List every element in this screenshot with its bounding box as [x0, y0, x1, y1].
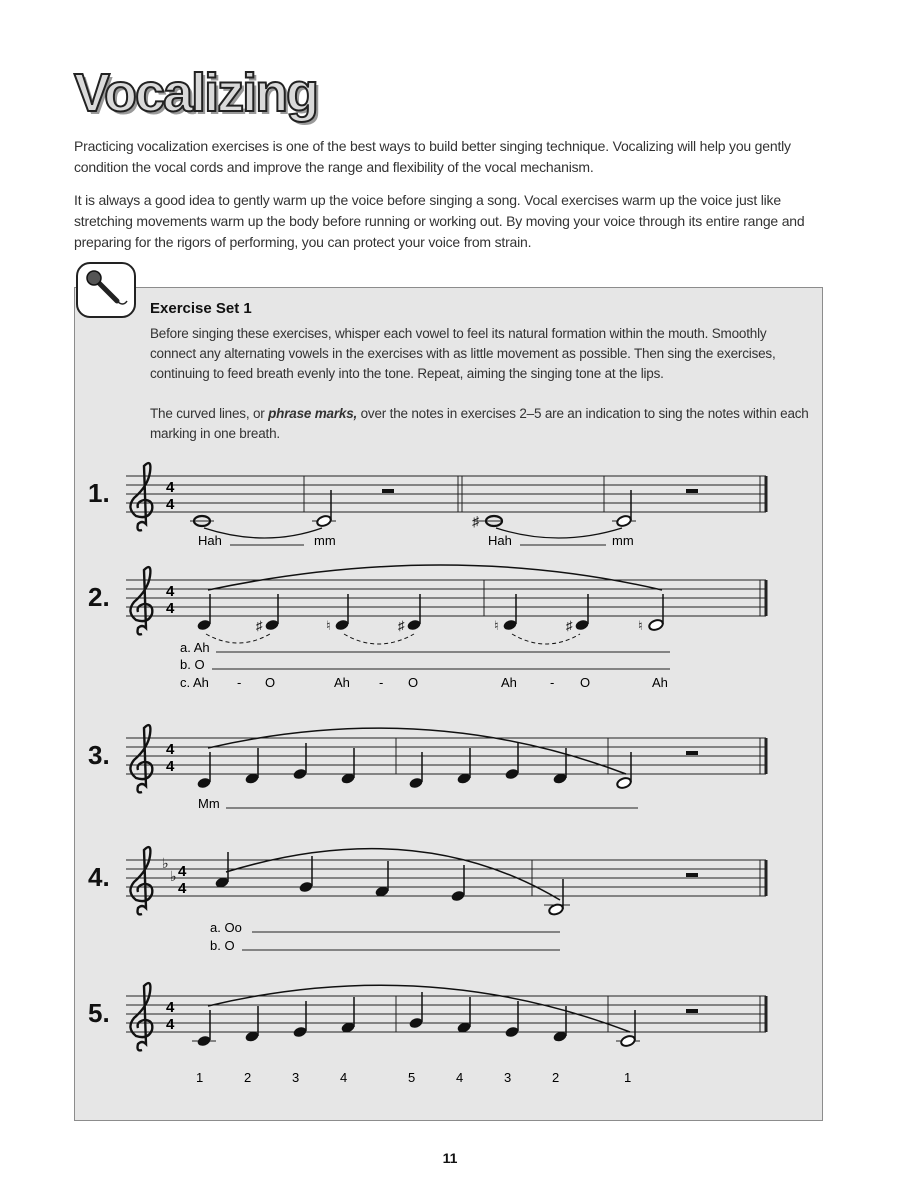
- sharp-sign: ♯: [472, 513, 479, 529]
- page-title: Vocalizing: [74, 63, 318, 123]
- scale-degree: 2: [244, 1070, 252, 1085]
- sharp-sign: ♯: [566, 618, 573, 633]
- time-signature-top: 4: [178, 863, 187, 880]
- lyric: -: [379, 675, 384, 690]
- exercise-instructions: Before singing these exercises, whisper each vowel to feel its natural formation within the mouth. Smoothly connect any alternating vowels in the exercises with as little movement as possible. Then sing the exercises, continuing to feed breath evenly into the tone. Repeat, aiming the singing tone at the lips.: [150, 326, 776, 381]
- sharp-sign: ♯: [256, 618, 263, 633]
- intro-paragraph-2: It is always a good idea to gently warm up the voice before singing a song. Vocal exercises warm up the voice just like stretching movements warm up the body before running or working out. By moving your voice through its entire range and preparing for the rigors of performing, you can protect your voice from strain.: [74, 192, 805, 250]
- lyric: mm: [314, 533, 336, 548]
- exercise-set-title: Exercise Set 1: [150, 300, 252, 317]
- microphone-icon: [81, 267, 131, 313]
- half-rest: [686, 751, 698, 755]
- exercise-number: 5.: [88, 998, 110, 1028]
- time-signature-bottom: 4: [166, 758, 175, 775]
- phrase-mark: [208, 728, 626, 774]
- lyric: a. Oo: [210, 920, 242, 935]
- page-number: 11: [442, 1150, 458, 1166]
- time-signature-top: 4: [166, 999, 175, 1016]
- exercise-number: 4.: [88, 862, 110, 892]
- exercise-5: [88, 983, 766, 1085]
- exercise-2: [88, 565, 766, 690]
- phrase-mark: [208, 565, 662, 590]
- time-signature-top: 4: [166, 583, 175, 600]
- phrase-mark: [226, 849, 560, 900]
- time-signature-bottom: 4: [178, 880, 187, 897]
- lyric: Ah: [652, 675, 668, 690]
- lyric: Hah: [198, 533, 222, 548]
- intro-paragraph-1: Practicing vocalization exercises is one of the best ways to build better singing technique. Vocalizing will help you gently condition the vocal cords and improve the range and flexibility of the vocal mechanism.: [74, 138, 791, 175]
- music-notation: [74, 440, 794, 1100]
- lyric: Ah: [334, 675, 350, 690]
- half-note: [648, 618, 664, 631]
- natural-sign: ♮: [494, 618, 499, 633]
- tie: [496, 528, 622, 538]
- lyric: mm: [612, 533, 634, 548]
- half-note: [316, 514, 332, 527]
- lyric: -: [237, 675, 242, 690]
- natural-sign: ♮: [326, 618, 331, 633]
- time-signature-top: 4: [166, 479, 175, 496]
- time-signature-top: 4: [166, 741, 175, 758]
- phrase-marks-note: [150, 404, 810, 444]
- lyric: O: [408, 675, 419, 690]
- flat-sign: ♭: [170, 868, 177, 884]
- time-signature-bottom: 4: [166, 600, 175, 617]
- half-rest: [686, 489, 698, 493]
- lyric: Hah: [488, 533, 512, 548]
- natural-sign: ♮: [638, 618, 643, 633]
- lyric: O: [265, 675, 276, 690]
- lyric: c. Ah: [180, 675, 209, 690]
- half-rest: [382, 489, 394, 493]
- microphone-badge: [76, 262, 136, 318]
- scale-degree: 3: [292, 1070, 300, 1085]
- half-note: [616, 776, 632, 789]
- dashed-slur: [512, 634, 580, 644]
- sharp-sign: ♯: [398, 618, 405, 633]
- lyric: a. Ah: [180, 640, 210, 655]
- exercise-4: [88, 847, 766, 953]
- flat-sign: ♭: [162, 855, 169, 871]
- exercise-number: 1.: [88, 478, 110, 508]
- lyric: O: [580, 675, 591, 690]
- exercise-number: 3.: [88, 740, 110, 770]
- scale-degree: 4: [340, 1070, 348, 1085]
- scale-degree: 1: [624, 1070, 632, 1085]
- exercise-3: [88, 725, 766, 811]
- lyric: b. O: [210, 938, 235, 953]
- time-signature-bottom: 4: [166, 496, 175, 513]
- scale-degree: 1: [196, 1070, 204, 1085]
- half-rest: [686, 1009, 698, 1013]
- time-signature-bottom: 4: [166, 1016, 175, 1033]
- dashed-slur: [206, 634, 270, 643]
- dashed-slur: [344, 634, 414, 644]
- lyric: b. O: [180, 657, 205, 672]
- scale-degree: 5: [408, 1070, 416, 1085]
- exercise-1: [88, 463, 766, 548]
- phrase-note-tail: over the notes in exercises 2–5 are an indication to sing the notes within each marking in one breath.: [150, 406, 809, 441]
- scale-degree: 4: [456, 1070, 464, 1085]
- half-note: [620, 1034, 636, 1047]
- lyric: Mm: [198, 796, 220, 811]
- phrase-note-lead: The curved lines, or: [150, 406, 269, 421]
- scale-degree: 2: [552, 1070, 560, 1085]
- scale-degree: 3: [504, 1070, 512, 1085]
- half-note: [616, 514, 632, 527]
- lyric: Ah: [501, 675, 517, 690]
- exercise-number: 2.: [88, 582, 110, 612]
- half-rest: [686, 873, 698, 877]
- lyric: -: [550, 675, 555, 690]
- phrase-marks-term: phrase marks,: [268, 406, 358, 421]
